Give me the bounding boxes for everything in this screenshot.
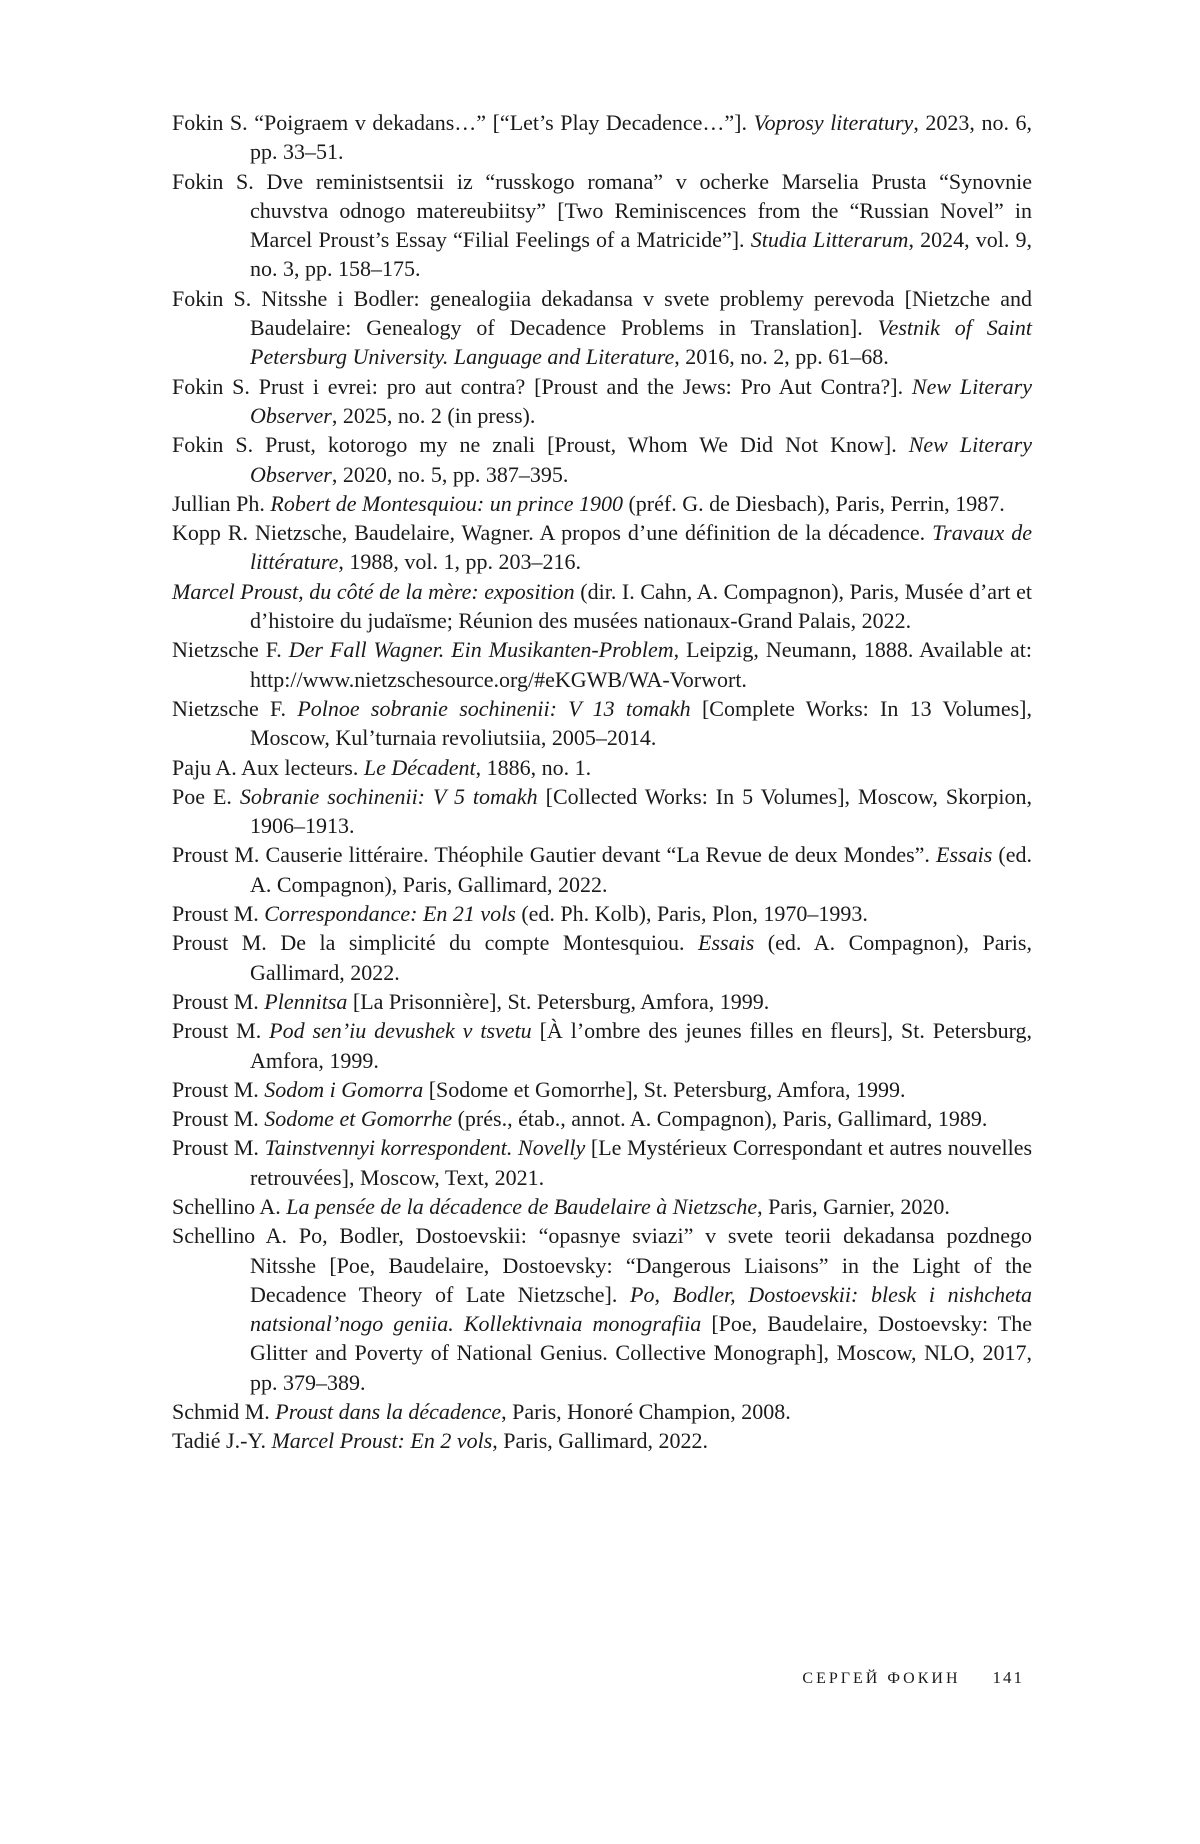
reference-text: , Leipzig, Neumann, 1888. Available at: http://www.nietzschesource.org/#eKGWB/WA-Vorwort.	[250, 637, 1032, 692]
reference-text: Nietzsche F.	[172, 695, 298, 721]
reference-text: Nietzsche F.	[172, 637, 289, 663]
reference-title: Sodom i Gomorra	[264, 1076, 424, 1102]
reference-text: Poe E.	[172, 783, 240, 809]
reference-title: Po, Bodler, Dostoevskii: blesk i nishcheta natsional’nogo geniia. Kollektivnaia monografiia	[250, 1281, 1032, 1337]
reference-text: [Collected Works: In 5 Volumes], Moscow, Skorpion, 1906–1913.	[250, 783, 1032, 839]
reference-text: Kopp R. Nietzsche, Baudelaire, Wagner. A propos d’une définition de la décadence.	[172, 520, 933, 546]
reference-entry	[172, 1192, 1032, 1221]
reference-entry	[172, 782, 1032, 841]
reference-title: New Literary Observer	[250, 373, 1032, 428]
reference-text: , Paris, Honoré Champion, 2008.	[501, 1399, 791, 1425]
reference-entry	[172, 284, 1032, 372]
reference-title: Robert de Montesquiou: un prince 1900	[270, 490, 623, 516]
reference-text: [Le Mystérieux Correspondant et autres nouvelles retrouvées], Moscow, Text, 2021.	[250, 1135, 1033, 1190]
reference-entry	[172, 1397, 1032, 1426]
reference-title: Le Décadent	[363, 754, 476, 780]
reference-title: Vestnik of Saint Petersburg University. Language and Literature	[250, 315, 1032, 370]
reference-text: Fokin S. Nitsshe i Bodler: genealogiia dekadansa v svete problemy perevoda [Nietzche and Baudelaire: Genealogy of Decadence Problems in Translation].	[172, 285, 1032, 341]
reference-title: New Literary Observer	[250, 432, 1032, 487]
reference-entry	[172, 1075, 1032, 1104]
page-number: 141	[992, 1668, 1024, 1687]
reference-text: Proust M.	[172, 901, 265, 927]
reference-text: Proust M. De la simplicité du compte Montesquiou.	[172, 930, 699, 956]
running-footer-author: СЕРГЕЙ ФОКИН	[802, 1670, 961, 1687]
reference-text: [La Prisonnière], St. Petersburg, Amfora, 1999.	[347, 988, 770, 1014]
reference-entry	[172, 928, 1032, 987]
reference-text: (préf. G. de Diesbach), Paris, Perrin, 1987.	[622, 490, 1005, 516]
reference-entry	[172, 753, 1032, 782]
reference-text: Proust M.	[172, 1076, 265, 1102]
reference-text: [Poe, Baudelaire, Dostoevsky: The Glitter and Poverty of National Genius. Collective Monograph], Moscow, NLO, 2017, pp. 379–389.	[250, 1311, 1032, 1395]
reference-text: Paju A. Aux lecteurs.	[172, 754, 364, 780]
reference-entry	[172, 372, 1032, 431]
reference-title: Marcel Proust: En 2 vols	[271, 1428, 493, 1454]
reference-text: Schellino A. Po, Bodler, Dostoevskii: “opasnye sviazi” v svete teorii dekadansa pozdnego Nitsshe [Poe, Baudelaire, Dostoevsky: “Dangerous Liaisons” in the Light of the Decadence Theory of Late Nietzsche].	[172, 1223, 1032, 1307]
reference-title: Plennitsa	[264, 988, 348, 1014]
reference-title: Essais	[936, 842, 993, 868]
reference-entry	[172, 518, 1032, 577]
reference-title: Essais	[698, 930, 755, 956]
reference-entry	[172, 108, 1032, 167]
reference-text: , Paris, Gallimard, 2022.	[492, 1428, 708, 1454]
reference-text: Proust M.	[172, 1018, 270, 1044]
reference-text: , 2024, vol. 9, no. 3, pp. 158–175.	[250, 227, 1032, 282]
reference-text: (ed. A. Compagnon), Paris, Gallimard, 2022.	[250, 930, 1032, 985]
reference-text: Proust M.	[172, 1135, 265, 1161]
reference-entry	[172, 577, 1032, 636]
reference-entry	[172, 899, 1032, 928]
reference-text: [Complete Works: In 13 Volumes], Moscow, Kul’turnaia revoliutsiia, 2005–2014.	[250, 695, 1032, 751]
reference-entry	[172, 1104, 1032, 1133]
reference-text: Proust M.	[172, 988, 265, 1014]
reference-title: Correspondance: En 21 vols	[264, 901, 516, 927]
reference-entry	[172, 1426, 1032, 1455]
bibliography-list	[172, 108, 1032, 1456]
reference-text: Fokin S. Prust i evrei: pro aut contra? [Proust and the Jews: Pro Aut Contra?].	[172, 373, 912, 399]
reference-title: Travaux de littérature	[250, 520, 1032, 575]
reference-entry	[172, 694, 1032, 753]
reference-text: , 1886, no. 1.	[475, 754, 592, 780]
reference-title: Voprosy literatury	[753, 110, 914, 135]
reference-text: Jullian Ph.	[172, 490, 271, 516]
reference-entry	[172, 1133, 1032, 1192]
reference-text: Proust M. Causerie littéraire. Théophile Gautier devant “La Revue de deux Mondes”.	[172, 842, 937, 868]
reference-entry	[172, 1221, 1032, 1397]
reference-entry	[172, 167, 1032, 284]
reference-title: Studia Litterarum	[750, 227, 909, 253]
reference-entry	[172, 987, 1032, 1016]
reference-text: [À l’ombre des jeunes filles en fleurs], St. Petersburg, Amfora, 1999.	[250, 1018, 1032, 1073]
reference-entry	[172, 840, 1032, 899]
reference-text: , 1988, vol. 1, pp. 203–216.	[338, 549, 582, 575]
reference-entry	[172, 635, 1032, 694]
reference-text: , 2020, no. 5, pp. 387–395.	[331, 461, 569, 487]
reference-text: Proust M.	[172, 1106, 265, 1132]
reference-title: Der Fall Wagner. Ein Musikanten-Problem	[288, 637, 674, 663]
reference-text: , 2016, no. 2, pp. 61–68.	[674, 344, 889, 370]
reference-text: (dir. I. Cahn, A. Compagnon), Paris, Musée d’art et d’histoire du judaïsme; Réunion des musées nationaux-Grand Palais, 2022.	[250, 578, 1032, 634]
reference-title: La pensée de la décadence de Baudelaire à Nietzsche	[286, 1193, 758, 1219]
reference-text: (prés., étab., annot. A. Compagnon), Paris, Gallimard, 1989.	[452, 1106, 988, 1132]
reference-text: [Sodome et Gomorrhe], St. Petersburg, Amfora, 1999.	[423, 1076, 906, 1102]
reference-title: Sobranie sochinenii: V 5 tomakh	[239, 783, 538, 809]
reference-title: Sodome et Gomorrhe	[264, 1106, 453, 1132]
reference-text: , 2023, no. 6, pp. 33–51.	[250, 110, 1033, 165]
running-footer	[802, 1668, 1024, 1688]
reference-title: Pod sen’iu devushek v tsvetu	[269, 1018, 532, 1044]
reference-text: , Paris, Garnier, 2020.	[757, 1193, 950, 1219]
reference-title: Polnoe sobranie sochinenii: V 13 tomakh	[297, 695, 691, 721]
reference-title: Proust dans la décadence	[275, 1399, 502, 1425]
reference-text: Schmid M.	[172, 1399, 276, 1425]
reference-text: Fokin S. Dve reministsentsii iz “russkogo romana” v ocherke Marselia Prusta “Synovnie chuvstva odnogo matereubiitsy” [Two Reminiscences from the “Russian Novel” in Marcel Proust’s Essay “Filial Feelings of a Matricide”].	[172, 168, 1032, 253]
reference-entry	[172, 489, 1032, 518]
reference-text: Fokin S. Prust, kotorogo my ne znali [Proust, Whom We Did Not Know].	[172, 432, 909, 458]
reference-entry	[172, 1016, 1032, 1075]
reference-text: , 2025, no. 2 (in press).	[331, 402, 536, 428]
reference-text: (ed. Ph. Kolb), Paris, Plon, 1970–1993.	[515, 901, 868, 927]
reference-title: Marcel Proust, du côté de la mère: exposition	[172, 578, 575, 604]
reference-text: Schellino A.	[172, 1193, 287, 1219]
reference-entry	[172, 430, 1032, 489]
reference-text: (ed. A. Compagnon), Paris, Gallimard, 2022.	[250, 842, 1032, 897]
reference-text: Fokin S. “Poigraem v dekadans…” [“Let’s Play Decadence…”].	[172, 110, 754, 135]
reference-text: Tadié J.-Y.	[172, 1428, 272, 1454]
reference-title: Tainstvennyi korrespondent. Novelly	[264, 1135, 586, 1161]
